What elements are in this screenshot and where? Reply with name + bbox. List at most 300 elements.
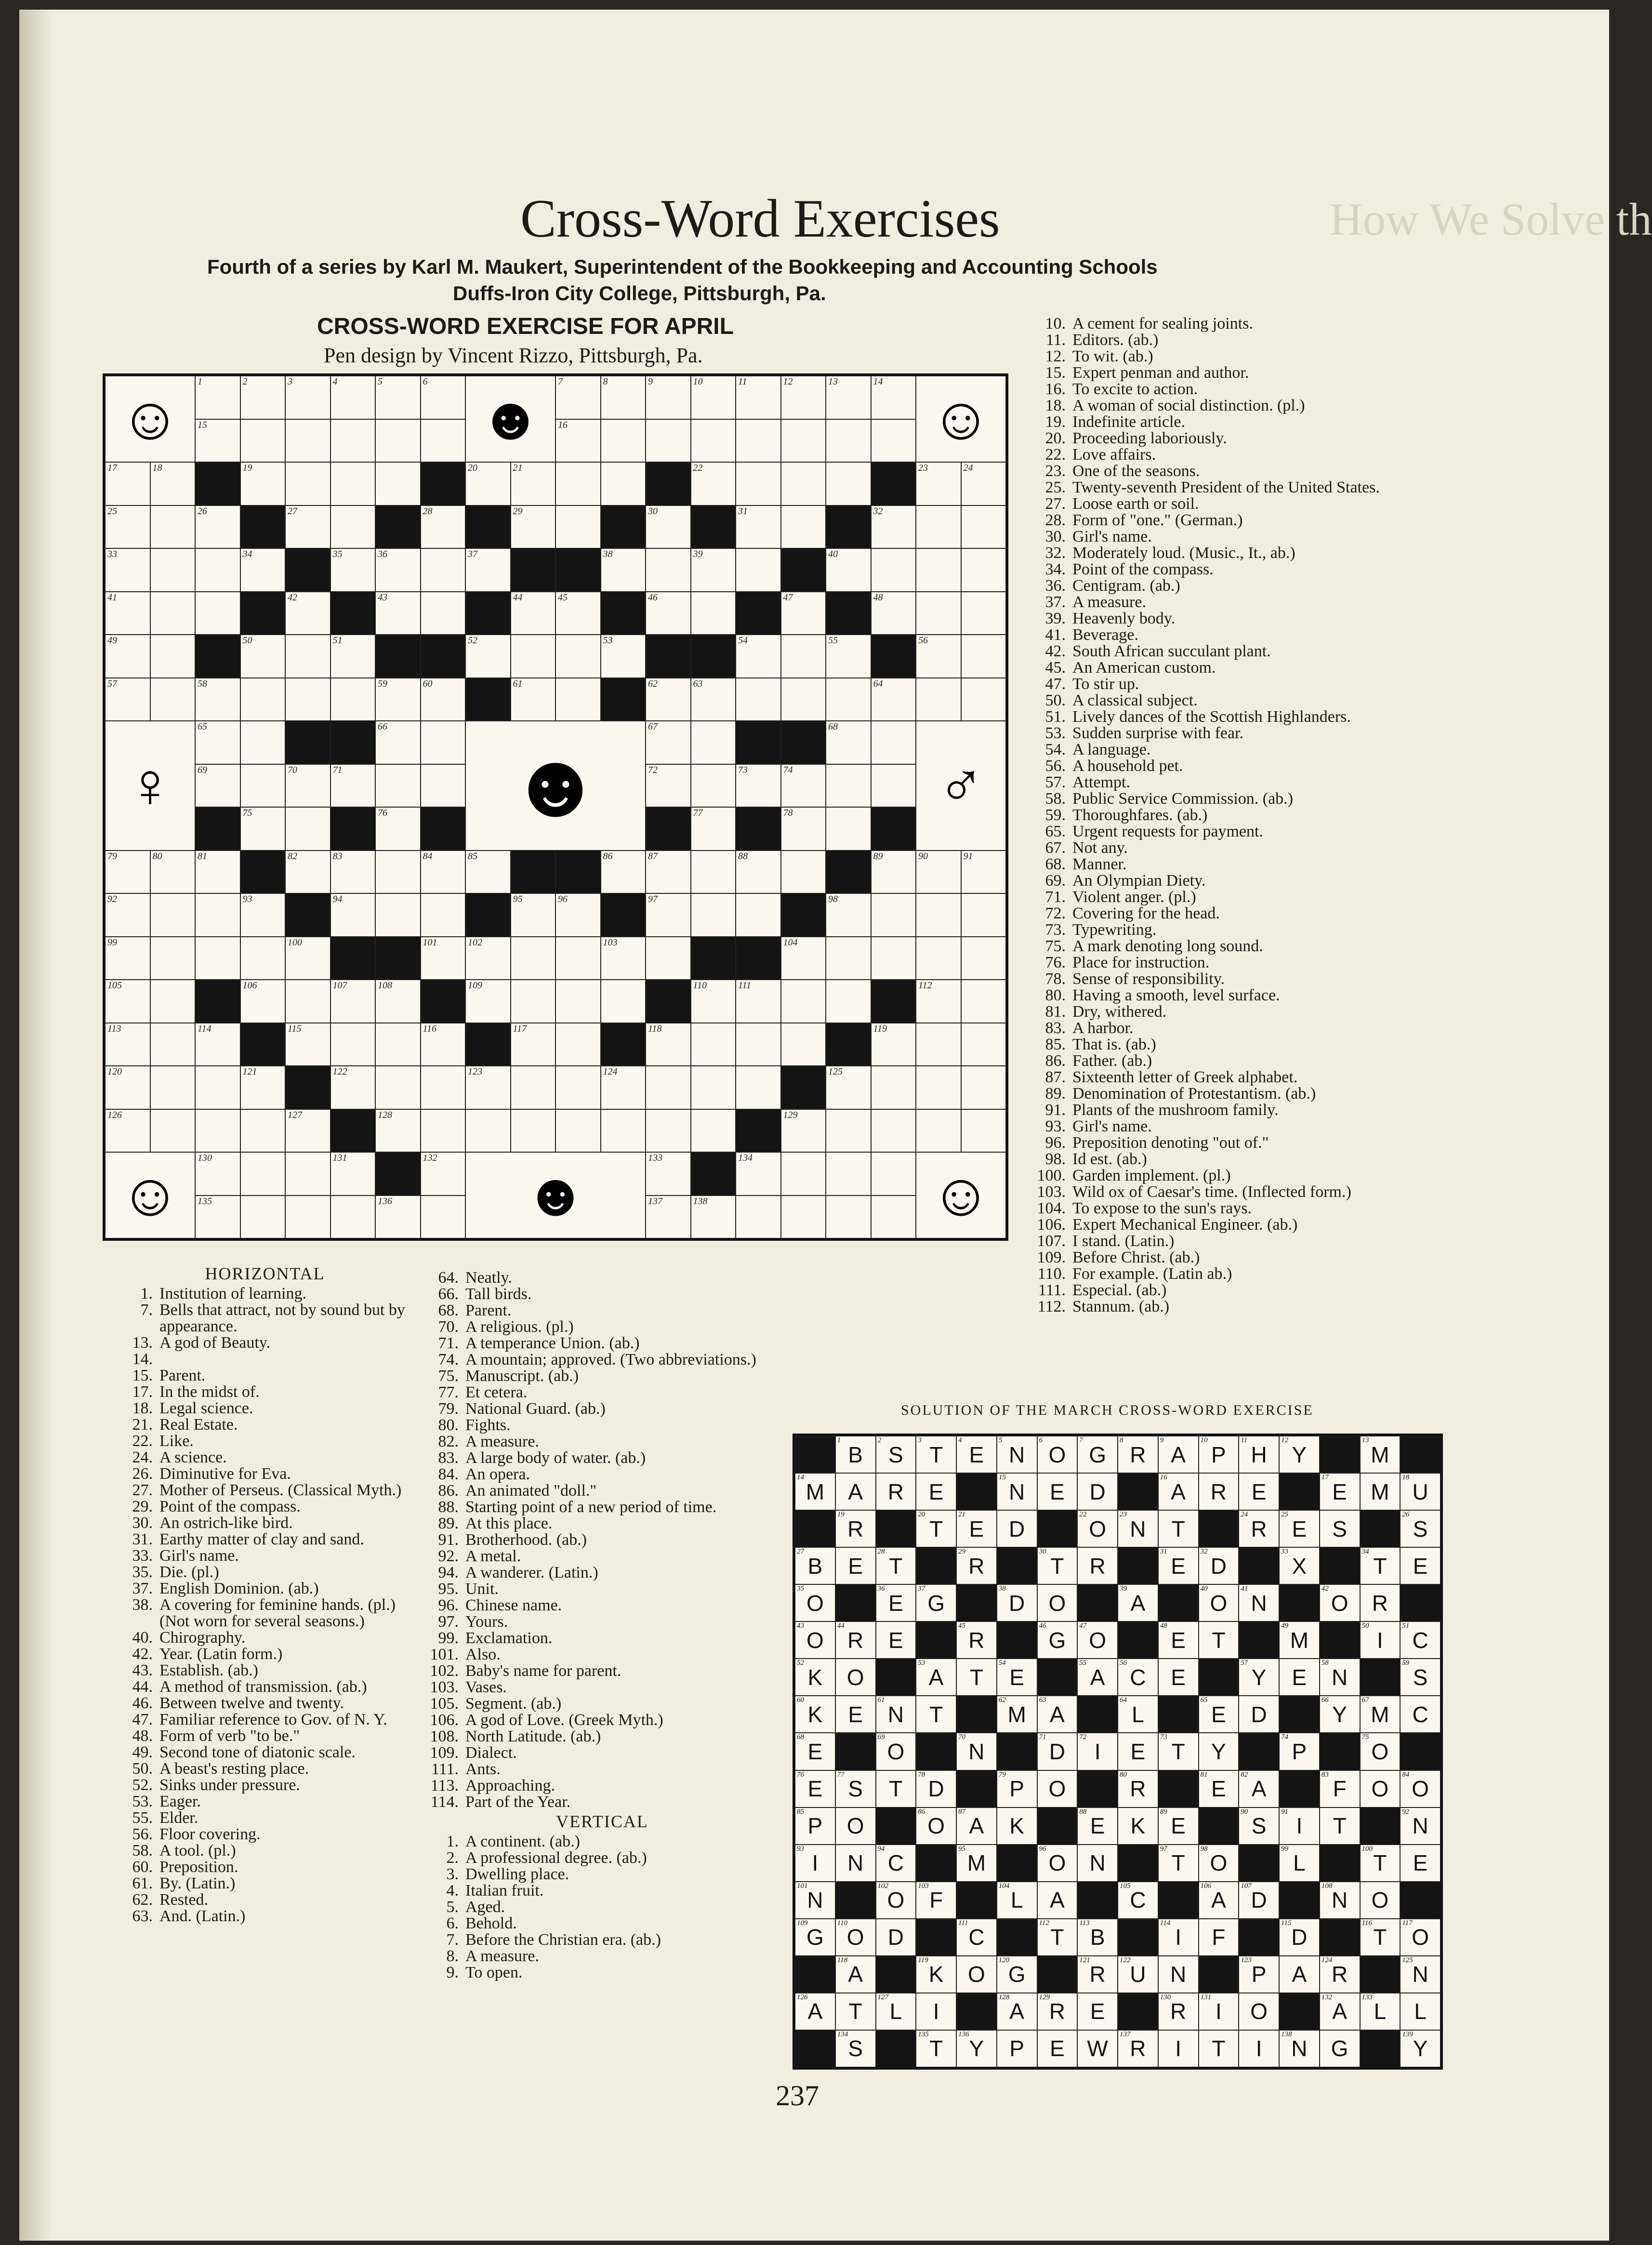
grid-cell[interactable] — [691, 376, 736, 419]
grid-cell[interactable] — [421, 1196, 466, 1239]
grid-cell[interactable] — [465, 1109, 511, 1153]
grid-cell[interactable] — [781, 1023, 826, 1066]
grid-cell[interactable] — [916, 505, 961, 549]
grid-cell[interactable] — [195, 1109, 240, 1153]
clue-number: 83. — [438, 1449, 459, 1467]
solution-letter: I — [1376, 1627, 1383, 1653]
grid-cell[interactable] — [601, 1109, 646, 1153]
grid-cell[interactable] — [781, 635, 826, 678]
grid-cell[interactable] — [150, 937, 196, 980]
grid-cell[interactable] — [736, 376, 781, 419]
grid-cell[interactable] — [961, 548, 1006, 592]
grid-cell[interactable] — [330, 764, 376, 808]
grid-cell[interactable] — [195, 548, 240, 592]
grid-cell[interactable] — [961, 1066, 1006, 1109]
grid-cell[interactable] — [781, 678, 826, 721]
grid-cell[interactable] — [871, 1196, 916, 1239]
grid-cell[interactable] — [465, 937, 511, 980]
grid-cell[interactable] — [150, 462, 196, 505]
grid-cell[interactable] — [195, 1023, 240, 1066]
grid-cell[interactable] — [916, 592, 961, 635]
grid-cell[interactable] — [781, 980, 826, 1023]
grid-cell[interactable] — [330, 678, 376, 721]
grid-cell[interactable] — [421, 1023, 466, 1066]
grid-cell[interactable] — [195, 764, 240, 808]
clue-item — [429, 1794, 776, 1810]
grid-cell[interactable] — [871, 592, 916, 635]
grid-cell[interactable] — [781, 592, 826, 635]
grid-cell[interactable] — [375, 1109, 421, 1153]
grid-cell[interactable] — [375, 419, 421, 463]
grid-cell[interactable] — [916, 1109, 961, 1153]
grid-cell[interactable] — [736, 505, 781, 549]
grid-cell[interactable] — [826, 376, 871, 419]
grid-cell[interactable] — [375, 980, 421, 1023]
grid-cell[interactable] — [195, 376, 240, 419]
grid-cell[interactable] — [555, 1023, 601, 1066]
grid-cell[interactable] — [465, 980, 511, 1023]
grid-cell[interactable] — [285, 592, 330, 635]
grid-cell[interactable] — [601, 937, 646, 980]
grid-cell[interactable] — [691, 807, 736, 850]
grid-cell[interactable] — [240, 376, 286, 419]
grid-cell[interactable] — [826, 937, 871, 980]
grid-cell[interactable] — [285, 635, 330, 678]
grid-cell[interactable] — [240, 807, 286, 850]
grid-cell[interactable] — [736, 419, 781, 463]
grid-cell[interactable] — [150, 980, 196, 1023]
grid-cell[interactable] — [105, 1023, 150, 1066]
grid-cell[interactable] — [601, 980, 646, 1023]
grid-cell[interactable] — [826, 1109, 871, 1153]
grid-cell[interactable] — [555, 592, 601, 635]
grid-cell[interactable] — [781, 376, 826, 419]
grid-cell[interactable] — [646, 376, 691, 419]
grid-cell[interactable] — [781, 1109, 826, 1153]
grid-cell[interactable] — [511, 505, 556, 549]
grid-cell[interactable] — [646, 1066, 691, 1109]
grid-cell[interactable] — [961, 635, 1006, 678]
grid-cell[interactable] — [826, 678, 871, 721]
grid-cell[interactable] — [375, 807, 421, 850]
grid-cell[interactable] — [375, 376, 421, 419]
grid-cell[interactable] — [421, 937, 466, 980]
cell-number: 113 — [107, 1023, 121, 1034]
grid-cell[interactable] — [826, 893, 871, 937]
grid-cell[interactable] — [646, 505, 691, 549]
grid-cell[interactable] — [826, 1152, 871, 1196]
grid-cell[interactable] — [826, 635, 871, 678]
clue-item — [429, 1270, 776, 1286]
grid-cell[interactable] — [555, 937, 601, 980]
grid-cell[interactable] — [375, 1023, 421, 1066]
grid-cell[interactable] — [105, 980, 150, 1023]
grid-cell[interactable] — [195, 721, 240, 764]
grid-cell[interactable] — [555, 678, 601, 721]
grid-cell[interactable] — [646, 592, 691, 635]
grid-cell[interactable] — [150, 678, 196, 721]
grid-cell[interactable] — [330, 1196, 376, 1239]
grid-cell[interactable] — [826, 462, 871, 505]
grid-cell[interactable] — [330, 548, 376, 592]
grid-cell[interactable] — [375, 1196, 421, 1239]
grid-cell[interactable] — [826, 419, 871, 463]
grid-cell[interactable] — [240, 635, 286, 678]
grid-cell[interactable] — [150, 1066, 196, 1109]
grid-cell[interactable] — [646, 893, 691, 937]
grid-cell[interactable] — [330, 1023, 376, 1066]
grid-cell[interactable] — [375, 1066, 421, 1109]
grid-cell[interactable] — [375, 462, 421, 505]
grid-cell[interactable] — [826, 548, 871, 592]
grid-cell[interactable] — [691, 678, 736, 721]
grid-cell[interactable] — [646, 1109, 691, 1153]
grid-cell[interactable] — [511, 1023, 556, 1066]
grid-cell[interactable] — [150, 1109, 196, 1153]
grid-cell[interactable] — [285, 850, 330, 894]
grid-cell[interactable] — [646, 721, 691, 764]
grid-cell[interactable] — [105, 1109, 150, 1153]
grid-cell[interactable] — [691, 548, 736, 592]
grid-cell[interactable] — [240, 1066, 286, 1109]
grid-cell[interactable] — [871, 419, 916, 463]
grid-cell[interactable] — [511, 678, 556, 721]
grid-cell[interactable] — [691, 893, 736, 937]
grid-cell[interactable] — [826, 1196, 871, 1239]
grid-cell[interactable] — [736, 635, 781, 678]
grid-cell[interactable] — [511, 937, 556, 980]
solution-black-square — [1320, 1621, 1360, 1659]
grid-cell[interactable] — [961, 850, 1006, 894]
grid-cell[interactable] — [105, 937, 150, 980]
grid-cell[interactable] — [375, 548, 421, 592]
solution-cell — [1320, 1584, 1360, 1621]
grid-cell[interactable] — [285, 937, 330, 980]
grid-cell[interactable] — [646, 937, 691, 980]
grid-cell[interactable] — [330, 980, 376, 1023]
grid-cell[interactable] — [646, 1152, 691, 1196]
grid-cell[interactable] — [240, 419, 286, 463]
grid-cell[interactable] — [691, 764, 736, 808]
grid-cell[interactable] — [871, 1152, 916, 1196]
grid-cell[interactable] — [421, 505, 466, 549]
grid-cell[interactable] — [105, 850, 150, 894]
grid-cell[interactable] — [691, 1196, 736, 1239]
grid-cell[interactable] — [240, 764, 286, 808]
grid-cell[interactable] — [330, 419, 376, 463]
grid-cell[interactable] — [421, 419, 466, 463]
grid-cell[interactable] — [871, 376, 916, 419]
grid-cell[interactable] — [240, 1152, 286, 1196]
grid-cell[interactable] — [285, 807, 330, 850]
grid-cell[interactable] — [871, 721, 916, 764]
grid-cell[interactable] — [916, 937, 961, 980]
grid-cell[interactable] — [240, 548, 286, 592]
grid-cell[interactable] — [195, 850, 240, 894]
grid-cell[interactable] — [646, 1023, 691, 1066]
cell-number: 97 — [648, 894, 658, 904]
grid-cell[interactable] — [511, 592, 556, 635]
grid-cell[interactable] — [691, 592, 736, 635]
grid-cell[interactable] — [375, 893, 421, 937]
grid-cell[interactable] — [691, 1109, 736, 1153]
grid-cell[interactable] — [781, 419, 826, 463]
grid-cell[interactable] — [871, 1066, 916, 1109]
grid-cell[interactable] — [646, 850, 691, 894]
grid-cell[interactable] — [871, 937, 916, 980]
grid-cell[interactable] — [511, 1066, 556, 1109]
grid-cell[interactable] — [240, 721, 286, 764]
grid-cell[interactable] — [421, 1066, 466, 1109]
grid-cell[interactable] — [916, 980, 961, 1023]
grid-cell[interactable] — [961, 893, 1006, 937]
grid-cell[interactable] — [691, 980, 736, 1023]
grid-cell[interactable] — [240, 1109, 286, 1153]
grid-cell[interactable] — [150, 592, 196, 635]
grid-cell[interactable] — [150, 850, 196, 894]
grid-cell[interactable] — [195, 1066, 240, 1109]
grid-cell[interactable] — [601, 419, 646, 463]
grid-cell[interactable] — [826, 1066, 871, 1109]
grid-cell[interactable] — [555, 893, 601, 937]
grid-cell[interactable] — [511, 635, 556, 678]
grid-cell[interactable] — [871, 764, 916, 808]
grid-cell[interactable] — [691, 1023, 736, 1066]
grid-cell[interactable] — [736, 1152, 781, 1196]
grid-cell[interactable] — [150, 1023, 196, 1066]
solution-cell-number: 129 — [1039, 1993, 1050, 2001]
solution-cell-number: 9 — [1160, 1436, 1164, 1444]
grid-cell[interactable] — [421, 1109, 466, 1153]
grid-cell[interactable] — [330, 505, 376, 549]
grid-cell[interactable] — [195, 1152, 240, 1196]
grid-cell[interactable] — [240, 678, 286, 721]
grid-cell[interactable] — [916, 678, 961, 721]
grid-cell[interactable] — [105, 505, 150, 549]
grid-cell[interactable] — [691, 462, 736, 505]
grid-cell[interactable] — [195, 592, 240, 635]
grid-cell[interactable] — [736, 1196, 781, 1239]
grid-cell[interactable] — [601, 462, 646, 505]
grid-cell[interactable] — [646, 678, 691, 721]
grid-cell[interactable] — [601, 1066, 646, 1109]
grid-cell[interactable] — [285, 505, 330, 549]
grid-cell[interactable] — [105, 635, 150, 678]
grid-cell[interactable] — [240, 893, 286, 937]
grid-cell[interactable] — [195, 893, 240, 937]
grid-cell[interactable] — [691, 419, 736, 463]
grid-cell[interactable] — [781, 807, 826, 850]
grid-cell[interactable] — [421, 678, 466, 721]
grid-cell[interactable] — [421, 721, 466, 764]
grid-cell[interactable] — [285, 376, 330, 419]
grid-cell[interactable] — [285, 1109, 330, 1153]
grid-cell[interactable] — [826, 980, 871, 1023]
grid-cell[interactable] — [421, 850, 466, 894]
grid-cell[interactable] — [240, 937, 286, 980]
grid-cell[interactable] — [961, 462, 1006, 505]
grid-cell[interactable] — [555, 376, 601, 419]
grid-cell[interactable] — [916, 548, 961, 592]
grid-cell[interactable] — [330, 635, 376, 678]
grid-cell[interactable] — [961, 592, 1006, 635]
grid-cell[interactable] — [195, 419, 240, 463]
grid-cell[interactable] — [465, 462, 511, 505]
grid-cell[interactable] — [150, 635, 196, 678]
grid-cell[interactable] — [961, 1109, 1006, 1153]
grid-cell[interactable] — [285, 678, 330, 721]
grid-cell[interactable] — [916, 893, 961, 937]
grid-cell[interactable] — [736, 850, 781, 894]
grid-cell[interactable] — [601, 635, 646, 678]
grid-cell[interactable] — [916, 850, 961, 894]
grid-cell[interactable] — [555, 419, 601, 463]
grid-cell[interactable] — [421, 592, 466, 635]
grid-cell[interactable] — [826, 721, 871, 764]
grid-cell[interactable] — [421, 548, 466, 592]
grid-cell[interactable] — [375, 721, 421, 764]
grid-cell[interactable] — [781, 764, 826, 808]
grid-cell[interactable] — [691, 850, 736, 894]
grid-cell[interactable] — [105, 548, 150, 592]
grid-cell[interactable] — [691, 721, 736, 764]
grid-cell[interactable] — [736, 764, 781, 808]
grid-cell[interactable] — [555, 1109, 601, 1153]
grid-cell[interactable] — [781, 505, 826, 549]
clue-item — [429, 1965, 776, 1981]
grid-cell[interactable] — [105, 678, 150, 721]
grid-cell[interactable] — [240, 980, 286, 1023]
grid-cell[interactable] — [736, 893, 781, 937]
grid-cell[interactable] — [375, 592, 421, 635]
grid-cell[interactable] — [736, 462, 781, 505]
grid-cell[interactable] — [375, 678, 421, 721]
grid-cell[interactable] — [285, 764, 330, 808]
grid-cell[interactable] — [961, 1023, 1006, 1066]
grid-cell[interactable] — [330, 893, 376, 937]
grid-cell[interactable] — [511, 980, 556, 1023]
grid-cell[interactable] — [601, 548, 646, 592]
grid-cell[interactable] — [871, 850, 916, 894]
grid-cell[interactable] — [105, 592, 150, 635]
grid-cell[interactable] — [916, 1023, 961, 1066]
grid-cell[interactable] — [646, 419, 691, 463]
grid-cell[interactable] — [330, 462, 376, 505]
grid-cell[interactable] — [195, 678, 240, 721]
solution-cell — [1077, 1956, 1118, 1993]
grid-cell[interactable] — [555, 1066, 601, 1109]
grid-cell[interactable] — [736, 1023, 781, 1066]
grid-cell[interactable] — [781, 850, 826, 894]
grid-cell[interactable] — [781, 937, 826, 980]
grid-cell[interactable] — [601, 850, 646, 894]
grid-cell[interactable] — [285, 1196, 330, 1239]
grid-cell[interactable] — [555, 635, 601, 678]
grid-cell[interactable] — [916, 1066, 961, 1109]
grid-cell[interactable] — [555, 505, 601, 549]
grid-cell[interactable] — [781, 1152, 826, 1196]
grid-cell[interactable] — [465, 548, 511, 592]
grid-cell[interactable] — [511, 1109, 556, 1153]
grid-cell[interactable] — [285, 462, 330, 505]
grid-cell[interactable] — [240, 462, 286, 505]
grid-cell[interactable] — [646, 764, 691, 808]
grid-cell[interactable] — [285, 419, 330, 463]
grid-cell[interactable] — [916, 635, 961, 678]
grid-cell[interactable] — [871, 893, 916, 937]
grid-cell[interactable] — [240, 1196, 286, 1239]
grid-cell[interactable] — [330, 376, 376, 419]
grid-cell[interactable] — [871, 1109, 916, 1153]
solution-letter: F — [1333, 1776, 1347, 1802]
grid-cell[interactable] — [195, 937, 240, 980]
grid-cell[interactable] — [916, 462, 961, 505]
grid-cell[interactable] — [961, 937, 1006, 980]
grid-cell[interactable] — [961, 980, 1006, 1023]
grid-cell[interactable] — [330, 1066, 376, 1109]
grid-cell[interactable] — [150, 893, 196, 937]
grid-cell[interactable] — [195, 1196, 240, 1239]
grid-cell[interactable] — [961, 678, 1006, 721]
grid-cell[interactable] — [421, 764, 466, 808]
grid-cell[interactable] — [421, 376, 466, 419]
grid-cell[interactable] — [871, 1023, 916, 1066]
grid-cell[interactable] — [555, 980, 601, 1023]
grid-cell[interactable] — [330, 850, 376, 894]
grid-cell[interactable] — [736, 1066, 781, 1109]
grid-cell[interactable] — [195, 505, 240, 549]
grid-cell[interactable] — [285, 1152, 330, 1196]
grid-cell[interactable] — [375, 764, 421, 808]
grid-cell[interactable] — [465, 850, 511, 894]
grid-cell[interactable] — [150, 505, 196, 549]
grid-cell[interactable] — [601, 376, 646, 419]
grid-cell[interactable] — [871, 505, 916, 549]
grid-cell[interactable] — [375, 850, 421, 894]
grid-cell[interactable] — [826, 764, 871, 808]
grid-cell[interactable] — [646, 548, 691, 592]
grid-cell[interactable] — [736, 980, 781, 1023]
grid-cell[interactable] — [736, 548, 781, 592]
grid-cell[interactable] — [691, 1066, 736, 1109]
grid-cell[interactable] — [285, 980, 330, 1023]
grid-cell[interactable] — [105, 462, 150, 505]
grid-cell[interactable] — [150, 548, 196, 592]
grid-cell[interactable] — [105, 1066, 150, 1109]
grid-cell[interactable] — [871, 548, 916, 592]
grid-cell[interactable] — [465, 635, 511, 678]
grid-cell[interactable] — [465, 1066, 511, 1109]
grid-cell[interactable] — [871, 678, 916, 721]
grid-cell[interactable] — [736, 678, 781, 721]
grid-cell[interactable] — [826, 807, 871, 850]
solution-letter: P — [1251, 1962, 1267, 1987]
clue-item — [429, 1614, 776, 1630]
grid-cell[interactable] — [555, 462, 601, 505]
grid-cell[interactable] — [105, 893, 150, 937]
grid-cell[interactable] — [285, 1023, 330, 1066]
grid-cell[interactable] — [511, 462, 556, 505]
grid-cell[interactable] — [511, 893, 556, 937]
grid-cell[interactable] — [421, 1152, 466, 1196]
grid-cell[interactable] — [961, 505, 1006, 549]
grid-cell[interactable] — [646, 1196, 691, 1239]
grid-cell[interactable] — [781, 1196, 826, 1239]
solution-cell — [916, 1473, 956, 1510]
grid-cell[interactable] — [330, 1152, 376, 1196]
grid-cell[interactable] — [781, 462, 826, 505]
grid-cell[interactable] — [421, 893, 466, 937]
